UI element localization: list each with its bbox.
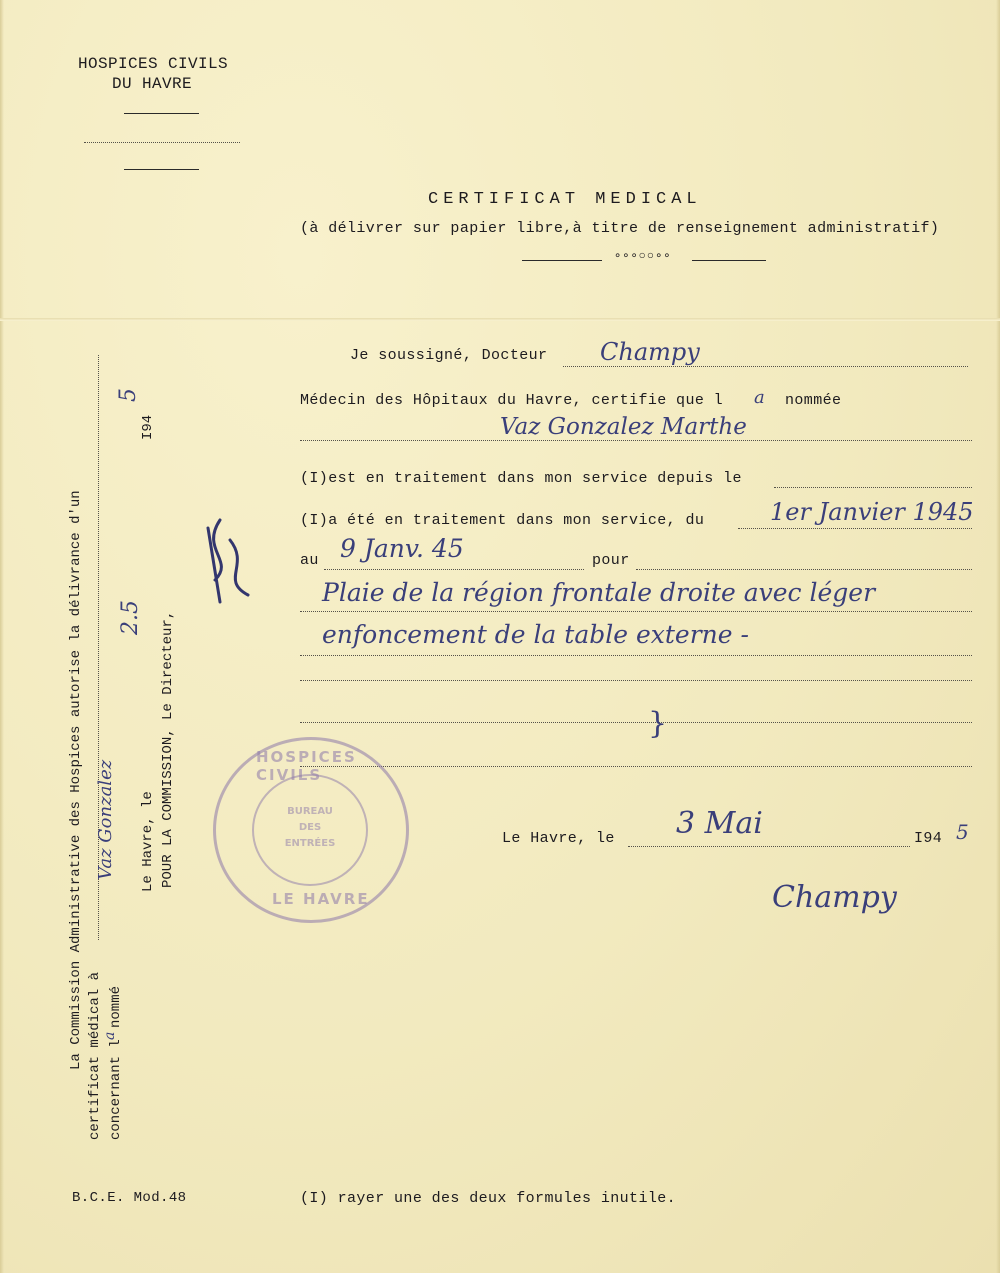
brace-mark: } xyxy=(648,706,668,741)
stamp-center-2: DES xyxy=(298,822,322,833)
paper-edge-left xyxy=(0,0,4,1273)
director-signature xyxy=(190,510,260,610)
pour-label: pour xyxy=(592,552,630,569)
sidebar-year-suffix: 5 xyxy=(116,388,141,402)
year-prefix: I94 xyxy=(914,830,943,847)
header-rule xyxy=(124,113,199,114)
sidebar-year: I94 xyxy=(140,414,156,440)
sidebar-line-4: Le Havre, le xyxy=(140,791,156,892)
doctor-field-line xyxy=(563,366,968,367)
sidebar-line-5: POUR LA COMMISSION, Le Directeur, xyxy=(160,610,176,888)
sidebar-line-2: certificat médical à xyxy=(87,971,103,1140)
signed-date-handwritten: 3 Mai xyxy=(676,806,763,841)
pour-field-line xyxy=(636,569,972,570)
diagnosis-line-2 xyxy=(300,655,972,656)
au-label: au xyxy=(300,552,319,569)
signed-date-field-line xyxy=(628,846,910,847)
doctor-signature: Champy xyxy=(772,880,897,915)
footnote: (I) rayer une des deux formules inutile. xyxy=(300,1190,677,1207)
year-suffix-handwritten: 5 xyxy=(956,820,969,844)
model-reference: B.C.E. Mod.48 xyxy=(72,1190,187,1206)
diagnosis-line-3 xyxy=(300,680,972,681)
sidebar-name-handwritten: Vaz Gonzalez xyxy=(95,759,116,880)
sidebar-line-1: La Commission Administrative des Hospices autorise la délivrance d'un xyxy=(68,490,84,1070)
title-rule-right xyxy=(692,260,766,261)
option-1-text: (I)est en traitement dans mon service depuis le xyxy=(300,470,742,487)
diagnosis-handwritten-2: enfoncement de la table externe - xyxy=(322,620,749,649)
title-ornament: ∘∘∘○○∘∘ xyxy=(614,249,672,263)
doctor-label: Je soussigné, Docteur xyxy=(350,347,548,364)
diagnosis-line-4 xyxy=(300,722,972,723)
stamp-ring-top: HOSPICES CIVILS xyxy=(256,748,357,784)
date-to-field-line xyxy=(324,569,584,570)
stamp-ring-bottom: LE HAVRE xyxy=(272,890,370,908)
stamp-center-1: BUREAU xyxy=(287,806,333,817)
sidebar-line-3: concernant l xyxy=(108,1039,124,1140)
paper-edge-right xyxy=(996,0,1000,1273)
doctor-name-handwritten: Champy xyxy=(600,338,700,366)
institution-name: HOSPICES CIVILS xyxy=(78,55,229,73)
date-from-field-line xyxy=(738,528,972,529)
document-subtitle: (à délivrer sur papier libre,à titre de renseignement administratif) xyxy=(300,220,940,237)
diagnosis-line-1 xyxy=(300,611,972,612)
diagnosis-handwritten-1: Plaie de la région frontale droite avec léger xyxy=(322,578,876,607)
certify-article: a xyxy=(754,387,765,408)
institution-city: DU HAVRE xyxy=(112,75,193,93)
header-rule xyxy=(124,169,199,170)
patient-field-line xyxy=(300,440,972,441)
stamp-center-3: ENTRÉES xyxy=(284,838,336,849)
date-to-handwritten: 9 Janv. 45 xyxy=(340,534,464,563)
hospice-stamp xyxy=(213,737,409,923)
place-date-label: Le Havre, le xyxy=(502,830,615,847)
date-from-handwritten: 1er Janvier 1945 xyxy=(770,498,974,526)
title-rule-left xyxy=(522,260,602,261)
option-1-field-line xyxy=(774,487,972,488)
stamp-inner-ring xyxy=(252,774,368,886)
option-2-text: (I)a été en traitement dans mon service, du xyxy=(300,512,705,529)
certify-nommee: nommée xyxy=(785,392,842,409)
certify-text: Médecin des Hôpitaux du Havre, certifie que l xyxy=(300,392,724,409)
patient-name-handwritten: Vaz Gonzalez Marthe xyxy=(500,414,747,440)
sidebar-line-3-nomme: nommé xyxy=(108,985,124,1028)
sidebar-line-3-article: a xyxy=(102,1031,118,1040)
sidebar-date-handwritten: 2.5 xyxy=(118,600,143,635)
paper-fold xyxy=(0,318,1000,321)
document-title: CERTIFICAT MEDICAL xyxy=(428,190,702,209)
header-dotted-line xyxy=(84,142,240,143)
